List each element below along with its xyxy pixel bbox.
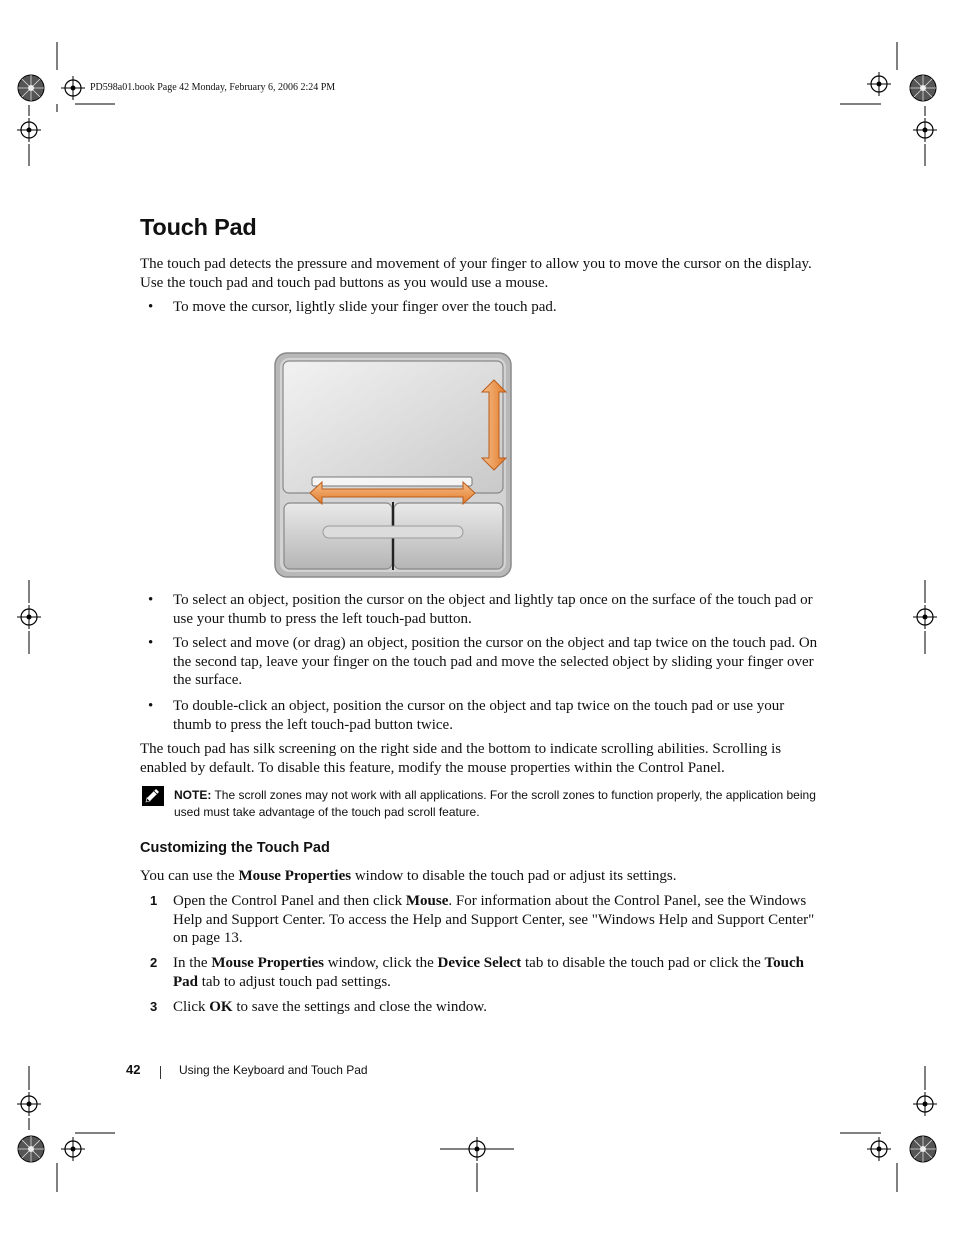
note-pencil-icon [142, 786, 164, 806]
bullet-text: To select and move (or drag) an object, position the cursor on the object and tap twice on the touch pad. On the second tap, leave your finger on the touch pad and move the selected object by sliding your finger over the surface. [173, 635, 818, 688]
bullet-marker: • [148, 299, 154, 315]
ui-term: Device Select [437, 955, 522, 971]
step-number: 3 [150, 999, 158, 1014]
step-text [173, 954, 818, 991]
bullet-text: To select an object, position the cursor on the object and lightly tap once on the surface of the touch pad or use your thumb to press the left touch-pad button. [173, 592, 813, 627]
step-fragment: tab to adjust touch pad settings. [198, 973, 391, 990]
step-text [173, 998, 818, 1017]
ui-term: Mouse Properties [211, 955, 324, 971]
footer-chapter: Using the Keyboard and Touch Pad [179, 1063, 368, 1077]
bullet-marker: • [148, 698, 154, 714]
bullet-marker: • [148, 592, 154, 608]
note-block [174, 787, 819, 821]
ui-term: Touch Pad [173, 955, 804, 990]
step-fragment: window, click the [323, 955, 438, 971]
touch-pad-illustration [274, 352, 514, 580]
step-number: 2 [150, 955, 158, 970]
step-fragment: . For information about the Control Panel, see the Windows Help and Support Center. To access the Help and Support Center, see "Windows Help and Support Center" on page 13. [173, 893, 815, 946]
intro-text: You can use the [140, 868, 239, 884]
intro-text: window to disable the touch pad or adjust its settings. [351, 868, 677, 884]
ui-term: Mouse [405, 893, 449, 909]
intro-paragraph: The touch pad detects the pressure and movement of your finger to allow you to move the cursor on the display. Use the touch pad and touch pad buttons as you would use a mouse. [140, 256, 812, 291]
ui-term: Mouse Properties [238, 868, 352, 884]
step-fragment: to save the settings and close the window. [232, 999, 487, 1015]
ui-term: OK [209, 999, 233, 1015]
bullet-marker: • [148, 635, 154, 651]
step-number: 1 [150, 893, 158, 908]
note-text: The scroll zones may not work with all applications. For the scroll zones to function properly, the application being used must take advantage of the touch pad scroll feature. [174, 788, 816, 819]
bullet-text: To double-click an object, position the cursor on the object and tap twice on the touch pad or use your thumb to press the left touch-pad button twice. [173, 698, 785, 733]
bullet-text: To move the cursor, lightly slide your finger over the touch pad. [173, 299, 557, 315]
step-fragment: Click [173, 999, 210, 1015]
customizing-intro [140, 867, 815, 886]
note-label: NOTE: [174, 788, 212, 802]
step-fragment: In the [173, 955, 212, 971]
footer-divider [160, 1066, 161, 1079]
step-fragment: tab to disable the touch pad or click the [521, 955, 765, 971]
page-number: 42 [126, 1062, 141, 1077]
print-header: PD598a01.book Page 42 Monday, February 6, 2006 2:24 PM [90, 82, 336, 93]
step-text [173, 892, 818, 948]
step-fragment: Open the Control Panel and then click [173, 893, 406, 909]
page-title: Touch Pad [140, 214, 257, 240]
section-heading: Customizing the Touch Pad [140, 840, 330, 856]
scroll-paragraph: The touch pad has silk screening on the right side and the bottom to indicate scrolling abilities. Scrolling is enabled by default. To disable this feature, modify the mouse properties within the Control Panel. [140, 741, 782, 776]
